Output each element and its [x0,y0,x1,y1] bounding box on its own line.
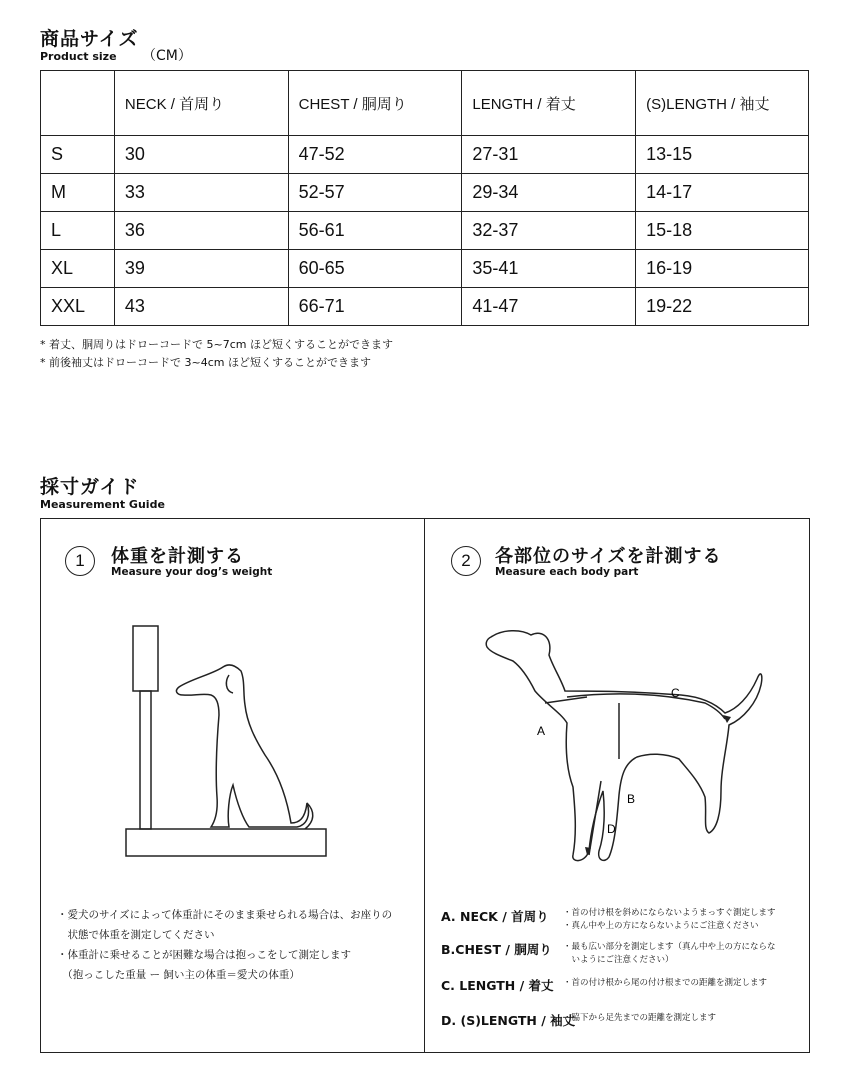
table-header-row [41,71,809,136]
measure-desc-line: ・首の付け根から尾の付け根までの距離を測定します [563,978,768,988]
instruction-line: 状態で体重を測定してください [57,929,215,941]
unit-label: （CM） [142,48,192,64]
step2-number-badge: 2 [451,546,481,576]
table-row [41,136,809,174]
instruction-line: ・愛犬のサイズによって体重計にそのまま乗せられる場合は、お座りの [57,909,393,921]
table-cell: 43 [114,288,288,326]
dog-ear-icon [226,675,233,693]
divider [424,519,425,1052]
table-header-cell [41,71,115,136]
notes [40,336,393,372]
sitting-dog-icon [176,665,308,827]
table-row [41,288,809,326]
note-line: * 前後袖丈はドローコードで 3~4cm ほど短くすることができます [40,356,371,369]
table-cell: 66-71 [288,288,462,326]
measure-label-chest: B.CHEST / 胴周り [441,942,552,957]
table-cell: 15-18 [636,212,809,250]
measure-desc-line: ・脇下から足先までの距離を測定します [563,1013,717,1023]
measure-label-length: C. LENGTH / 着丈 [441,978,554,993]
step1-number-badge: 1 [65,546,95,576]
product-size-subtitle: Product size [40,50,117,63]
instruction-line: ・体重計に乗せることが困難な場合は抱っこをして測定します [57,949,351,961]
length-measure-line [567,694,725,719]
table-cell: XXL [41,288,115,326]
diagram-label-d: D [607,822,616,836]
table-cell: S [41,136,115,174]
measure-desc-line: ・首の付け根を斜めにならないようまっすぐ測定します [563,908,776,918]
guide-title: 採寸ガイド [40,476,140,498]
measure-desc-chest [563,941,776,967]
table-cell: 47-52 [288,136,462,174]
step2-subtitle: Measure each body part [495,566,639,578]
product-size-title: 商品サイズ [40,28,139,50]
measure-label-sleeve: D. (S)LENGTH / 袖丈 [441,1013,576,1028]
table-cell: 52-57 [288,174,462,212]
guide-box [40,518,810,1053]
measure-label-neck: A. NECK / 首周り [441,909,549,924]
table-cell: 35-41 [462,250,636,288]
table-cell: 29-34 [462,174,636,212]
note-line: * 着丈、胴周りはドローコードで 5~7cm ほど短くすることができます [40,338,393,351]
dog-measurement-diagram [481,619,771,879]
table-cell: 36 [114,212,288,250]
table-row [41,212,809,250]
table-cell: 14-17 [636,174,809,212]
measure-desc-line: ・最も広い部分を測定します（真ん中や上の方にならな [563,942,776,952]
table-cell: 33 [114,174,288,212]
measure-desc-length [563,977,767,990]
table-header-cell: NECK / 首周り [114,71,288,136]
step1-instructions [57,905,392,985]
table-cell: 30 [114,136,288,174]
scale-display-icon [133,626,158,691]
table-row [41,250,809,288]
table-cell: 13-15 [636,136,809,174]
table-cell: 56-61 [288,212,462,250]
measure-desc-line: いようにご注意ください） [563,955,674,965]
table-header-cell: (S)LENGTH / 袖丈 [636,71,809,136]
step2-title: 各部位のサイズを計測する [495,546,722,567]
step1-subtitle: Measure your dog’s weight [111,566,273,578]
instruction-line: （抱っこした重量 ー 飼い主の体重＝愛犬の体重） [57,969,300,981]
leg-measure-line [589,781,601,855]
table-cell: 60-65 [288,250,462,288]
table-cell: XL [41,250,115,288]
table-row [41,174,809,212]
table-cell: 19-22 [636,288,809,326]
diagram-label-c: C [671,686,680,700]
table-header-cell: LENGTH / 着丈 [462,71,636,136]
table-cell: 16-19 [636,250,809,288]
table-cell: L [41,212,115,250]
measure-desc-neck [563,907,776,933]
table-cell: 32-37 [462,212,636,250]
size-table [40,70,809,326]
neck-measure-line [545,697,587,703]
table-cell: 27-31 [462,136,636,174]
table-header-cell: CHEST / 胴周り [288,71,462,136]
diagram-label-a: A [537,724,546,738]
dog-on-scale-illustration [121,619,341,859]
measure-desc-line: ・真ん中や上の方にならないようにご注意ください [563,921,759,931]
table-cell: 41-47 [462,288,636,326]
scale-platform [126,829,326,856]
guide-subtitle: Measurement Guide [40,498,165,511]
standing-dog-icon [486,631,762,861]
table-cell: 39 [114,250,288,288]
scale-pole [140,691,151,829]
table-cell: M [41,174,115,212]
step1-title: 体重を計測する [111,546,244,567]
measure-desc-sleeve [563,1012,716,1025]
diagram-label-b: B [627,792,636,806]
